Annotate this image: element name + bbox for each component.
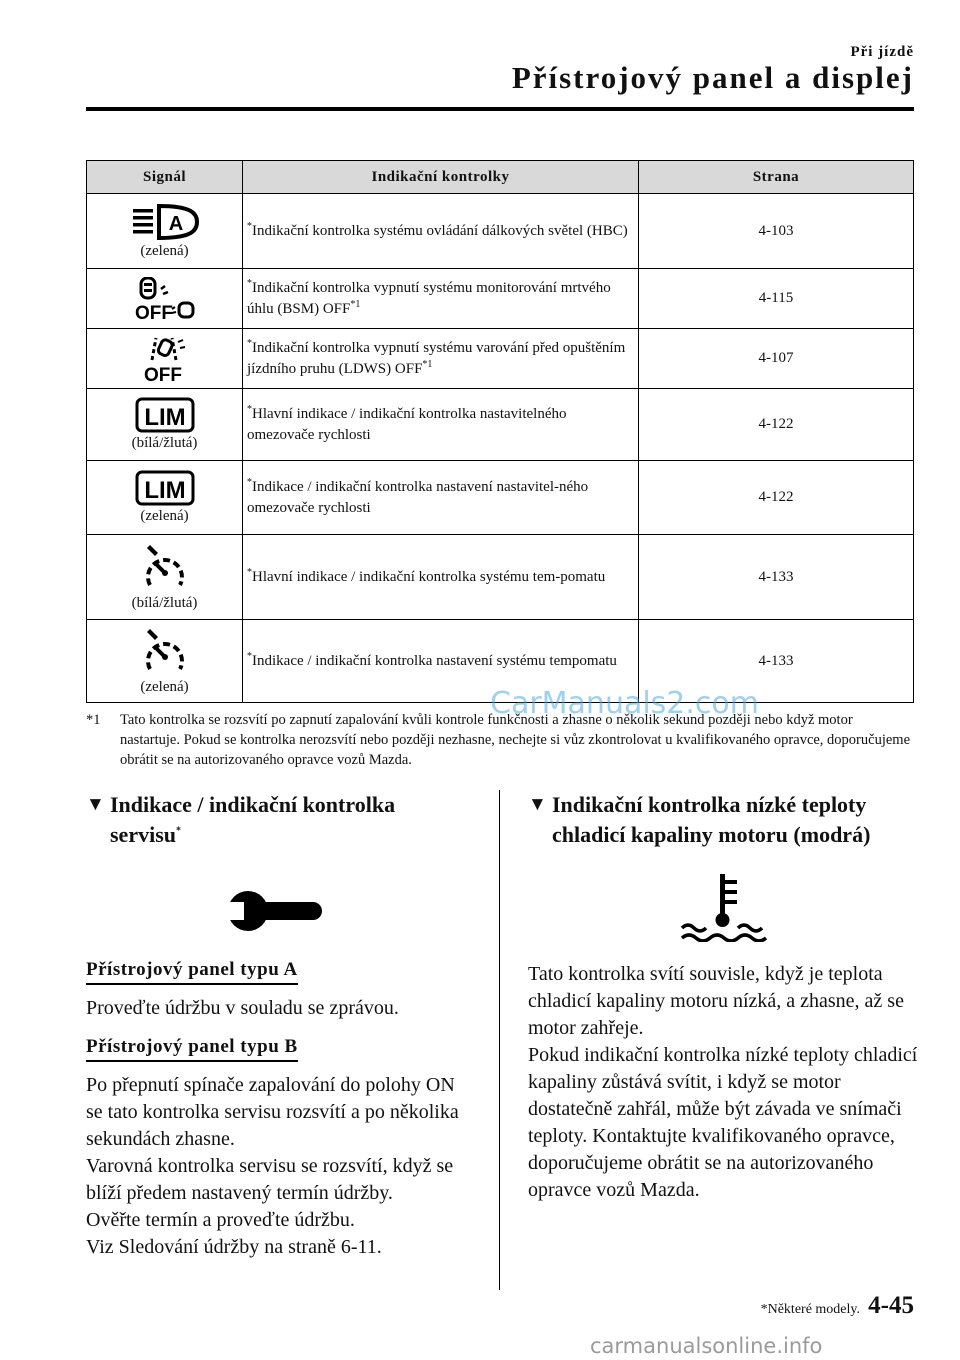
- signal-color-label: (bílá/žlutá): [131, 435, 198, 451]
- header-rule: [86, 107, 914, 111]
- signal-color-label: (zelená): [140, 678, 189, 695]
- panel-type-a-text: Proveďte údržbu v souladu se zprávou.: [86, 997, 399, 1019]
- model-star: *: [247, 277, 252, 289]
- signal-color-label: (zelená): [140, 242, 189, 259]
- page-reference: 4-122: [639, 389, 914, 461]
- high-beam-auto-icon: [129, 203, 201, 241]
- page-reference: 4-133: [639, 620, 914, 703]
- page-title: Přístrojový panel a displej: [511, 60, 914, 95]
- col-header-page: Strana: [639, 161, 914, 194]
- indicator-description: Indikace / indikační kontrolka nastavení nastavitel-ného omezovače rychlosti: [247, 478, 589, 516]
- footnote-mark: *1: [86, 712, 101, 728]
- coolant-temperature-icon: [678, 872, 768, 942]
- svg-text:A: A: [168, 212, 183, 235]
- cruise-control-icon: [141, 627, 189, 677]
- panel-type-b-heading: Přístrojový panel typu B: [86, 1036, 298, 1062]
- page-reference: 4-107: [639, 329, 914, 389]
- panel-type-b-text: Varovná kontrolka servisu se rozsvítí, když se blíží předem nastavený termín údržby.: [86, 1155, 454, 1204]
- model-star: *: [176, 825, 181, 837]
- indicator-description: Indikace / indikační kontrolka nastavení systému tempomatu: [252, 652, 617, 669]
- wrench-icon: [226, 888, 326, 934]
- indicator-description: Indikační kontrolka systému ovládání dálkových světel (HBC): [252, 222, 628, 239]
- col-header-signal: Signál: [87, 161, 243, 194]
- page-number: 4-45: [868, 1292, 914, 1319]
- coolant-text: Pokud indikační kontrolka nízké teploty chladicí kapaliny zůstává svítit, i když se motor dostatečně zahřál, může být závada ve snímači teploty. Kontaktujte kvalifikovaného opravce, doporučujeme obrátit se na autorizovaného opravce vozů Mazda.: [528, 1044, 918, 1201]
- indicator-description: Hlavní indikace / indikační kontrolka systému tem-pomatu: [252, 568, 606, 585]
- column-divider: [499, 790, 500, 1290]
- table-row: [87, 329, 914, 389]
- maintenance-reference: Viz Sledování údržby na straně 6-11.: [86, 1236, 382, 1258]
- ldws-off-icon: [136, 334, 194, 384]
- svg-text:LIM: LIM: [143, 404, 186, 431]
- table-row: [87, 461, 914, 535]
- footer-note: *Některé modely.: [760, 1302, 860, 1317]
- table-row: [87, 535, 914, 620]
- col-header-description: Indikační kontrolky: [243, 161, 639, 194]
- coolant-text: Tato kontrolka svítí souvisle, když je teplota chladicí kapaliny motoru nízká, a zhasne, až se motor zahřeje.: [528, 963, 904, 1039]
- table-header-row: [87, 161, 914, 194]
- table-row: [87, 389, 914, 461]
- page-reference: 4-103: [639, 194, 914, 269]
- panel-type-b-text: Ověřte termín a proveďte údržbu.: [86, 1209, 355, 1231]
- model-star: *: [247, 403, 252, 415]
- watermark-bottom: carmanualsonline.info: [590, 1334, 823, 1358]
- triangle-bullet-icon: ▼: [528, 794, 547, 815]
- coolant-section: [528, 790, 918, 1204]
- table-row: [87, 269, 914, 329]
- bsm-off-icon: [133, 277, 197, 321]
- speed-limiter-icon: [135, 397, 195, 433]
- svg-text:OFF: OFF: [134, 302, 173, 321]
- section-label: Při jízdě: [850, 44, 914, 60]
- footnote-ref: *1: [422, 358, 433, 370]
- watermark-top: CarManuals2.com: [490, 686, 760, 721]
- indicator-table: [86, 160, 914, 703]
- svg-text:LIM: LIM: [143, 477, 186, 504]
- service-section: [86, 790, 476, 1261]
- model-star: *: [247, 566, 252, 578]
- service-heading: ▼ Indikace / indikační kontrolka servisu*: [86, 792, 396, 847]
- page-reference: 4-133: [639, 535, 914, 620]
- speed-limiter-icon: [135, 470, 195, 506]
- page-reference: 4-115: [639, 269, 914, 329]
- panel-type-a-heading: Přístrojový panel typu A: [86, 959, 298, 985]
- page-reference: 4-122: [639, 461, 914, 535]
- model-star: *: [247, 476, 252, 488]
- footnote-ref: *1: [350, 298, 361, 310]
- table-row: [87, 194, 914, 269]
- signal-color-label: (bílá/žlutá): [131, 594, 198, 611]
- model-star: *: [247, 337, 252, 349]
- panel-type-b-text: Po přepnutí spínače zapalování do polohy ON se tato kontrolka servisu rozsvítí a po několika sekundách zhasne.: [86, 1074, 459, 1150]
- svg-text:OFF: OFF: [143, 364, 182, 384]
- indicator-description: Indikační kontrolka vypnutí systému varování před opuštěním jízdního pruhu (LDWS) OFF: [247, 339, 626, 377]
- cruise-control-icon: [141, 543, 189, 593]
- model-star: *: [247, 220, 252, 232]
- footnote-text: Tato kontrolka se rozsvítí po zapnutí zapalování kvůli kontrole funkčnosti a zhasne o několik sekund později nebo když motor nastartuje. Pokud se kontrolka nerozsvítí nebo později nezhasne, nechejte si vůz zkontrolovat u kvalifikovaného opravce, doporučujeme obrátit se na autorizovaného opravce vozů Mazda.: [120, 712, 911, 768]
- coolant-heading: ▼ Indikační kontrolka nízké teploty chladicí kapaliny motoru (modrá): [528, 792, 871, 847]
- indicator-description: Hlavní indikace / indikační kontrolka nastavitelného omezovače rychlosti: [247, 405, 567, 443]
- model-star: *: [247, 650, 252, 662]
- indicator-description: Indikační kontrolka vypnutí systému monitorování mrtvého úhlu (BSM) OFF: [247, 279, 611, 317]
- triangle-bullet-icon: ▼: [86, 794, 105, 815]
- signal-color-label: (zelená): [140, 508, 189, 524]
